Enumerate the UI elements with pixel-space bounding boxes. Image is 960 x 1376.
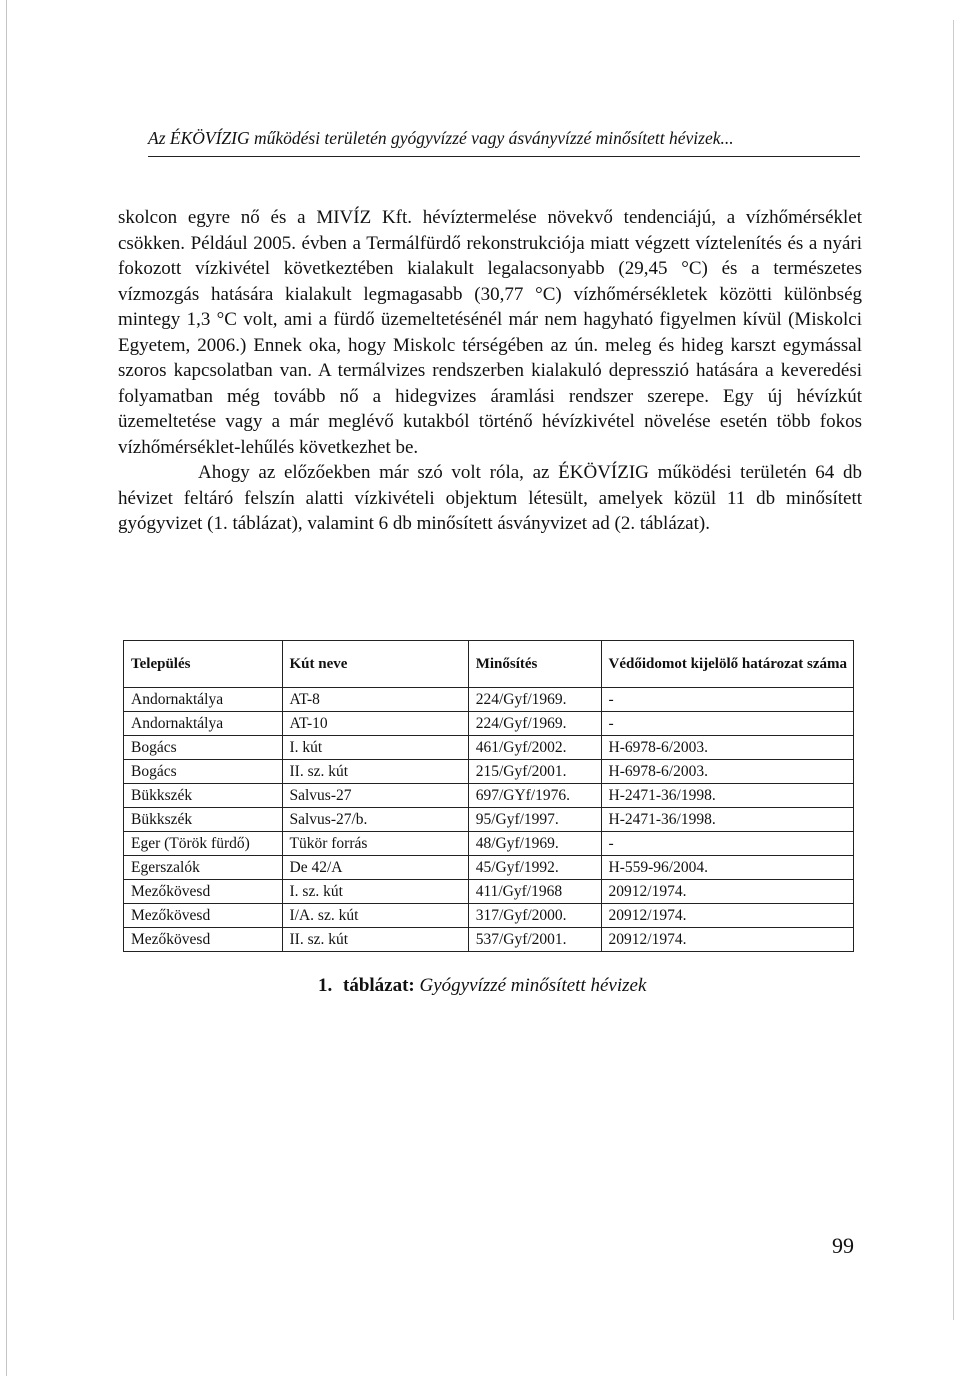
cell-qualification: 215/Gyf/2001. bbox=[468, 760, 601, 784]
cell-settlement: Mezőkövesd bbox=[124, 904, 283, 928]
cell-decision: H-6978-6/2003. bbox=[601, 760, 853, 784]
table-body bbox=[124, 688, 854, 952]
running-header bbox=[148, 128, 860, 157]
cell-settlement: Mezőkövesd bbox=[124, 880, 283, 904]
table-header-row bbox=[124, 641, 854, 688]
cell-qualification: 224/Gyf/1969. bbox=[468, 712, 601, 736]
cell-well-name: II. sz. kút bbox=[282, 760, 468, 784]
caption-label: táblázat: bbox=[343, 975, 415, 996]
cell-well-name: I/A. sz. kút bbox=[282, 904, 468, 928]
header-settlement: Település bbox=[124, 641, 283, 688]
cell-well-name: I. sz. kút bbox=[282, 880, 468, 904]
table-row bbox=[124, 760, 854, 784]
table-row bbox=[124, 784, 854, 808]
cell-well-name: AT-8 bbox=[282, 688, 468, 712]
cell-decision: - bbox=[601, 688, 853, 712]
cell-qualification: 45/Gyf/1992. bbox=[468, 856, 601, 880]
cell-decision: - bbox=[601, 832, 853, 856]
cell-settlement: Bükkszék bbox=[124, 808, 283, 832]
cell-qualification: 224/Gyf/1969. bbox=[468, 688, 601, 712]
cell-decision: 20912/1974. bbox=[601, 904, 853, 928]
cell-settlement: Andornaktálya bbox=[124, 712, 283, 736]
cell-well-name: Tükör forrás bbox=[282, 832, 468, 856]
cell-decision: 20912/1974. bbox=[601, 880, 853, 904]
table-row bbox=[124, 712, 854, 736]
caption-number: 1. bbox=[318, 975, 333, 996]
cell-qualification: 411/Gyf/1968 bbox=[468, 880, 601, 904]
cell-settlement: Bükkszék bbox=[124, 784, 283, 808]
table-caption bbox=[318, 975, 718, 997]
cell-settlement: Andornaktálya bbox=[124, 688, 283, 712]
paragraph-2: Ahogy az előzőekben már szó volt róla, az ÉKÖVÍZIG működési területén 64 db hévizet feltáró felszín alatti vízkivételi objektum létesült, amelyek közül 11 db minősített gyógyvizet (1. táblázat), valamint 6 db minősített ásványvizet ad (2. táblázat). bbox=[118, 462, 862, 534]
paragraph-1: skolcon egyre nő és a MIVÍZ Kft. hévíztermelése növekvő tendenciájú, a vízhőmérséklet csökken. Például 2005. évben a Termálfürdő rekonstrukciója miatt végzett víztelenítés és a nyári fokozott vízkivétel következtében kialakult legalacsonyabb (29,45 °C) és a természetes vízmozgás hatására kialakult legmagasabb (30,77 °C) vízhőmérsékletek közötti különbség mintegy 1,3 °C volt, ami a fürdő üzemeltetésénél már nem hagyható figyelmen kívül (Miskolci Egyetem, 2006.) Ennek oka, hogy Miskolc térségében az ún. meleg és hideg karszt egymással szoros kapcsolatban van. A termálvizes rendszerben kialakuló depresszió hatására a keveredési folyamatban még tovább nő a hidegvizes áramlási rendszer szerepe. Egy új hévízkút üzemeltetése vagy a már meglévő kutakból történő hévízkivétel növelése esetén több fokos vízhőmérséklet-lehűlés következhet be. bbox=[118, 207, 862, 458]
table-row bbox=[124, 688, 854, 712]
cell-decision: H-2471-36/1998. bbox=[601, 808, 853, 832]
cell-decision: H-2471-36/1998. bbox=[601, 784, 853, 808]
table-row bbox=[124, 880, 854, 904]
table-row bbox=[124, 808, 854, 832]
cell-decision: H-559-96/2004. bbox=[601, 856, 853, 880]
cell-decision: 20912/1974. bbox=[601, 928, 853, 952]
table-row bbox=[124, 736, 854, 760]
cell-settlement: Eger (Török fürdő) bbox=[124, 832, 283, 856]
scan-edge-left bbox=[6, 0, 7, 1376]
thermal-water-table bbox=[123, 640, 854, 952]
table-row bbox=[124, 904, 854, 928]
cell-settlement: Bogács bbox=[124, 736, 283, 760]
scan-edge-right bbox=[953, 20, 954, 1320]
cell-qualification: 697/GYf/1976. bbox=[468, 784, 601, 808]
cell-qualification: 95/Gyf/1997. bbox=[468, 808, 601, 832]
cell-well-name: AT-10 bbox=[282, 712, 468, 736]
cell-decision: - bbox=[601, 712, 853, 736]
running-title: Az ÉKÖVÍZIG működési területén gyógyvízzé vagy ásványvízzé minősített hévizek... bbox=[148, 128, 734, 148]
cell-well-name: Salvus-27 bbox=[282, 784, 468, 808]
page-number: 99 bbox=[832, 1233, 854, 1258]
cell-well-name: I. kút bbox=[282, 736, 468, 760]
table-row bbox=[124, 856, 854, 880]
cell-settlement: Mezőkövesd bbox=[124, 928, 283, 952]
cell-qualification: 317/Gyf/2000. bbox=[468, 904, 601, 928]
header-protection-decision: Védőidomot kijelölő határozat száma bbox=[601, 641, 853, 688]
cell-qualification: 48/Gyf/1969. bbox=[468, 832, 601, 856]
cell-qualification: 461/Gyf/2002. bbox=[468, 736, 601, 760]
header-well-name: Kút neve bbox=[282, 641, 468, 688]
cell-decision: H-6978-6/2003. bbox=[601, 736, 853, 760]
cell-well-name: Salvus-27/b. bbox=[282, 808, 468, 832]
table-row bbox=[124, 832, 854, 856]
caption-title: Gyógyvízzé minősített hévizek bbox=[419, 975, 647, 996]
cell-settlement: Bogács bbox=[124, 760, 283, 784]
cell-qualification: 537/Gyf/2001. bbox=[468, 928, 601, 952]
body-text bbox=[118, 205, 862, 537]
cell-settlement: Egerszalók bbox=[124, 856, 283, 880]
table-row bbox=[124, 928, 854, 952]
cell-well-name: De 42/A bbox=[282, 856, 468, 880]
header-qualification: Minősítés bbox=[468, 641, 601, 688]
cell-well-name: II. sz. kút bbox=[282, 928, 468, 952]
